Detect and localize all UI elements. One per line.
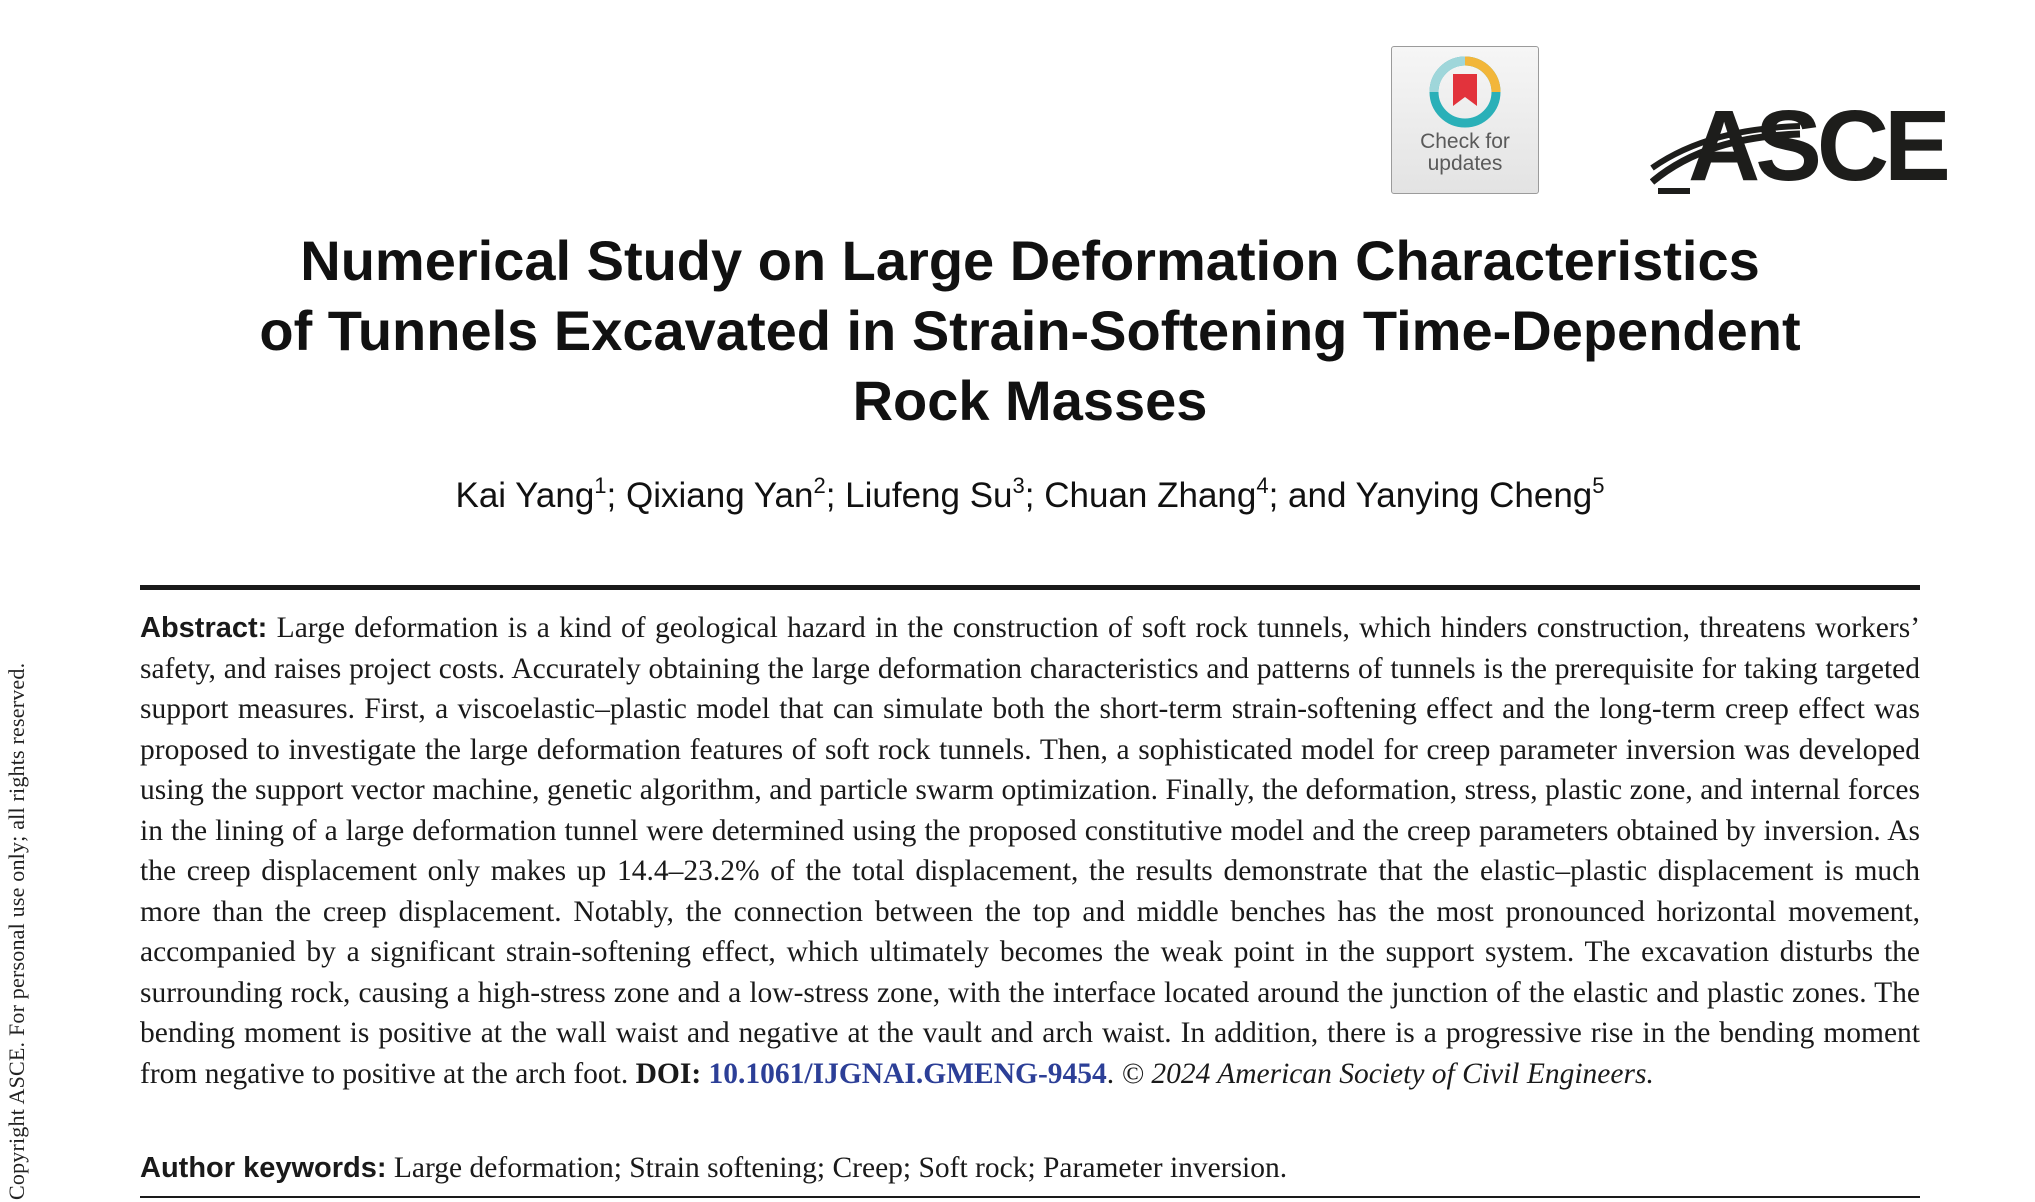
abstract-paragraph: Abstract: Large deformation is a kind of geological hazard in the construction of soft rock tunnels, which hinders construction, threatens workers’ safety, and raises project costs. Accurately obtaining the large deformation characteristics and patterns of tunnels is the prerequisite for taking targeted support measures. First, a viscoelastic–plastic model that can simulate both the short-term strain-softening effect and the long-term creep effect was proposed to investigate the large deformation features of soft rock tunnels. Then, a sophisticated model for creep parameter inversion was developed using the support vector machine, genetic algorithm, and particle swarm optimization. Finally, the deformation, stress, plastic zone, and internal forces in the lining of a large deformation tunnel were determined using the proposed constitutive model and the creep parameters obtained by inversion. As the creep displacement only makes up 14.4–23.2% of the total displacement, the results demonstrate that the elastic–plastic displacement is much more than the creep displacement. Notably, the connection between the top and middle benches has the most pronounced horizontal movement, accompanied by a significant strain-softening effect, which ultimately becomes the weak point in the support system. The excavation disturbs the surrounding rock, causing a high-stress zone and a low-stress zone, with the interface located around the junction of the elastic and plastic zones. The bending moment is positive at the wall waist and negative at the vault and arch waist. In addition, there is a progressive rise in the bending moment from negative to positive at the arch foot. DOI: 10.1061/IJGNAI.GMENG-9454. © 2024 American Society of Civil Engineers.: [140, 612, 1921, 1090]
author-separator: ;: [606, 476, 626, 515]
check-for-updates-badge[interactable]: [1391, 46, 1539, 194]
asce-logo: ASCE: [1688, 90, 1946, 202]
paper-title: [140, 226, 1920, 436]
author-name: Yanying Cheng: [1355, 476, 1593, 515]
badge-label-line2: updates: [1427, 152, 1503, 175]
author-affiliation-marker: 1: [594, 473, 607, 498]
abstract-text: Large deformation is a kind of geological hazard in the construction of soft rock tunnels, which hinders construction, threatens workers’ safety, and raises project costs. Accurately obtaining the large deformation characteristics and patterns of tunnels is the prerequisite for taking targeted support measures. First, a viscoelastic–plastic model that can simulate both the short-term strain-softening effect and the long-term creep effect was proposed to investigate the large deformation features of soft rock tunnels. Then, a sophisticated model for creep parameter inversion was developed using the support vector machine, genetic algorithm, and particle swarm optimization. Finally, the deformation, stress, plastic zone, and internal forces in the lining of a large deformation tunnel were determined using the proposed constitutive model and the creep parameters obtained by inversion. As the creep displacement only makes up 14.4–23.2% of the total displacement, the results demonstrate that the elastic–plastic displacement is much more than the creep displacement. Notably, the connection between the top and middle benches has the most pronounced horizontal movement, accompanied by a significant strain-softening effect, which ultimately becomes the weak point in the support system. The excavation disturbs the surrounding rock, causing a high-stress zone and a low-stress zone, with the interface located around the junction of the elastic and plastic zones. The bending moment is positive at the wall waist and negative at the vault and arch waist. In addition, there is a progressive rise in the bending moment from negative to positive at the arch foot.: [140, 612, 1921, 1090]
side-copyright-notice: Copyright ASCE. For personal use only; all rights reserved.: [4, 662, 29, 1200]
doi-link[interactable]: 10.1061/IJGNAI.GMENG-9454: [708, 1057, 1107, 1090]
check-for-updates-icon: [1427, 54, 1503, 130]
author-affiliation-marker: 4: [1256, 473, 1269, 498]
author-name: Chuan Zhang: [1044, 476, 1257, 515]
title-line-3: Rock Masses: [852, 369, 1208, 432]
keywords-text: Large deformation; Strain softening; Creep; Soft rock; Parameter inversion.: [393, 1152, 1288, 1184]
author-separator: ;: [1024, 476, 1045, 515]
author-list: [140, 473, 1920, 516]
bottom-divider: [140, 1196, 1920, 1198]
doi-label: DOI:: [635, 1057, 702, 1090]
copyright-notice: © 2024 American Society of Civil Engineers.: [1121, 1057, 1654, 1090]
author-name: Kai Yang: [455, 476, 595, 515]
keywords-label: Author keywords:: [140, 1152, 387, 1184]
author-separator: ;: [825, 476, 846, 515]
title-line-1: Numerical Study on Large Deformation Characteristics: [300, 229, 1760, 292]
abstract-label: Abstract:: [140, 612, 268, 644]
top-divider: [140, 585, 1920, 590]
author-keywords: [140, 1148, 1920, 1188]
badge-label-line1: Check for: [1420, 130, 1510, 153]
author-name: Qixiang Yan: [626, 476, 814, 515]
author-affiliation-marker: 3: [1012, 473, 1025, 498]
author-affiliation-marker: 5: [1592, 473, 1605, 498]
author-name: Liufeng Su: [845, 476, 1013, 515]
title-line-2: of Tunnels Excavated in Strain-Softening Time-Dependent: [259, 299, 1801, 362]
author-separator: ; and: [1268, 476, 1356, 515]
author-affiliation-marker: 2: [813, 473, 826, 498]
